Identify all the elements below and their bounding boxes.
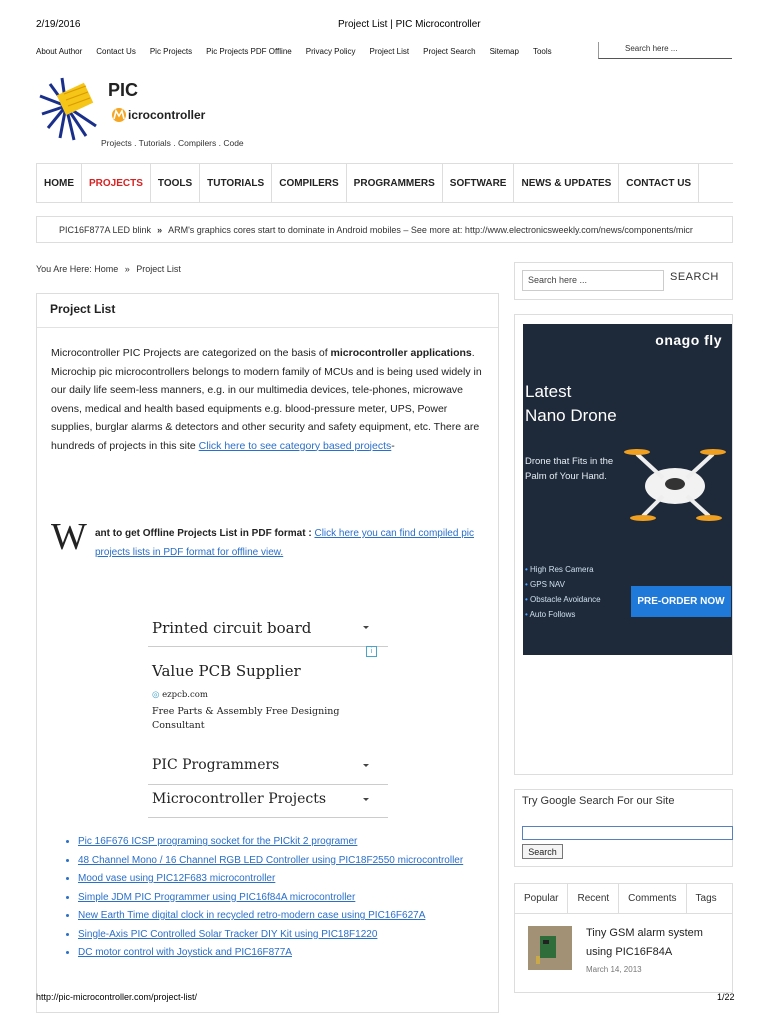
print-url: http://pic-microcontroller.com/project-list/ [36,992,198,1002]
top-nav-project-list[interactable]: Project List [369,47,410,56]
main-nav [36,163,733,203]
popular-post-date: March 14, 2013 [586,965,642,974]
logo-sun-icon[interactable] [36,76,104,142]
nav-software[interactable]: SOFTWARE [443,164,515,202]
top-nav-tools[interactable]: Tools [532,47,552,56]
sidebar-search-input[interactable]: Search here ... [522,270,664,291]
top-nav-pdf-offline[interactable]: Pic Projects PDF Offline [206,47,292,56]
ad-feature: • GPS NAV [525,577,601,592]
ticker-separator: » [157,224,163,235]
google-search-title: Try Google Search For our Site [522,795,675,807]
offline-paragraph [95,524,475,562]
intro-bold-text: microcontroller applications [330,347,472,359]
drone-icon [623,424,728,534]
page-title: Project List [50,302,116,316]
intro-text: . Microchip pic microcontrollers belongs to modern family of MCUs and is being used widely in our daily life seem-less manners, e.g. in our multimedia devices, tele-phones, microwave ovens, medical and health based equipments e.g. blood-pressure meter, UPS, Power supplies, burglar alarms & detectors and other security and safety equipment, etc. There are hundreds of projects in this site [51,347,482,452]
nav-programmers[interactable]: PROGRAMMERS [347,164,443,202]
news-ticker [36,216,733,243]
google-search-button[interactable]: Search [522,844,563,859]
popular-post-title[interactable]: Tiny GSM alarm system using PIC16F84A [586,927,703,958]
ad-link-label: Printed circuit board [152,619,312,637]
popular-post-thumbnail[interactable] [528,926,572,970]
adchoices-icon[interactable]: i [366,646,377,657]
nav-tutorials[interactable]: TUTORIALS [200,164,272,202]
nav-home[interactable]: HOME [36,164,82,202]
ticker-item[interactable]: ARM's graphics cores start to dominate in Android mobiles – See more at: http://www.electronicsweekly.com/news/components/micr [168,224,693,235]
ad-domain-text: ezpcb.com [162,690,208,700]
top-nav-contact-us[interactable]: Contact Us [96,47,136,56]
ad-headline-line: Latest [525,382,572,401]
ad-feature: • Obstacle Avoidance [525,592,601,607]
drone-ad[interactable] [523,324,732,655]
ad-link-printed-circuit-board[interactable] [152,619,367,637]
ad-link-microcontroller-projects[interactable] [152,791,367,807]
breadcrumb-home[interactable]: Home [94,264,119,274]
ad-divider [148,646,388,647]
ad-feature: • Auto Follows [525,607,601,622]
intro-text: Microcontroller PIC Projects are categorized on the basis of [51,347,331,359]
nav-news-updates[interactable]: NEWS & UPDATES [514,164,619,202]
logo-pic-text: PIC [108,80,139,100]
breadcrumb-prefix: You Are Here: [36,264,92,274]
preorder-button[interactable]: PRE-ORDER NOW [631,586,731,617]
project-link[interactable]: • Single-Axis PIC Controlled Solar Tracker DIY Kit using PIC18F1220 [78,926,508,945]
intro-paragraph [51,344,491,455]
ad-link-label: PIC Programmers [152,757,280,773]
nav-projects[interactable]: PROJECTS [82,164,151,202]
chevron-down-icon [363,798,369,801]
ad-headline-line: Nano Drone [525,406,617,425]
print-title: Project List | PIC Microcontroller [338,19,481,30]
project-list [62,833,508,963]
ad-domain[interactable] [152,690,208,700]
ad-link-pic-programmers[interactable] [152,757,367,773]
ad-feature: • High Res Camera [525,562,601,577]
top-nav-project-search[interactable]: Project Search [423,47,476,56]
title-divider [37,327,498,328]
ad-headline[interactable]: Value PCB Supplier [152,662,301,680]
category-projects-link[interactable]: Click here to see category based projects [198,439,392,452]
intro-end: - [391,439,395,452]
chevron-down-icon [363,626,369,629]
ad-divider [148,784,388,785]
ad-headline [525,380,617,428]
top-nav-privacy-policy[interactable]: Privacy Policy [305,47,356,56]
ad-features [525,562,601,622]
tab-tags[interactable]: Tags [695,892,717,904]
tab-popular[interactable]: Popular [514,883,568,913]
drop-cap: W [51,516,87,558]
tabs-bar [514,883,733,914]
nav-contact-us[interactable]: CONTACT US [619,164,699,202]
print-date: 2/19/2016 [36,19,81,30]
pdf-offline-link[interactable]: Click here you can find compiled pic projects lists in PDF format for offline view. [95,528,474,558]
breadcrumb-current: Project List [136,264,181,274]
logo-microcontroller-text: icrocontroller [128,108,206,122]
project-link[interactable]: • Simple JDM PIC Programmer using PIC16f84A microcontroller [78,889,508,908]
tab-recent[interactable]: Recent [568,883,619,913]
top-nav-sitemap[interactable]: Sitemap [489,47,519,56]
globe-icon: ◎ [152,690,160,700]
ad-description: Free Parts & Assembly Free Designing Consultant [152,706,340,731]
ad-brand: onago fly [655,332,722,348]
project-link[interactable]: • 48 Channel Mono / 16 Channel RGB LED Controller using PIC18F2550 microcontroller [78,852,508,871]
project-link[interactable]: • DC motor control with Joystick and PIC16F877A [78,944,508,963]
ad-subtitle: Drone that Fits in the Palm of Your Hand. [525,456,614,482]
offline-question: ant to get Offline Projects List in PDF format : [95,528,315,539]
ticker-item[interactable]: PIC16F877A LED blink [59,224,152,235]
ad-divider [148,817,388,818]
nav-tools[interactable]: TOOLS [151,164,200,202]
breadcrumb-separator: » [124,264,130,274]
project-link[interactable]: • Pic 16F676 ICSP programing socket for the PICkit 2 programer [78,833,508,852]
logo-tagline: Projects . Tutorials . Compilers . Code [101,138,244,148]
logo-m-icon [111,107,127,123]
top-search-input[interactable]: Search here ... [598,42,732,59]
print-page-number: 1/22 [717,992,735,1002]
nav-compilers[interactable]: COMPILERS [272,164,346,202]
top-nav-pic-projects[interactable]: Pic Projects [149,47,193,56]
sidebar-search-button[interactable]: SEARCH [670,271,719,283]
ad-link-label: Microcontroller Projects [152,791,327,807]
top-nav [36,47,566,56]
circuit-board-icon [528,926,572,970]
breadcrumb [36,264,181,274]
chevron-down-icon [363,764,369,767]
tab-comments[interactable]: Comments [619,883,686,913]
google-search-input[interactable] [522,826,733,840]
project-link[interactable]: • Mood vase using PIC12F683 microcontroller [78,870,508,889]
top-nav-about-author[interactable]: About Author [36,47,83,56]
project-link[interactable]: • New Earth Time digital clock in recycled retro-modern case using PIC16F627A [78,907,508,926]
